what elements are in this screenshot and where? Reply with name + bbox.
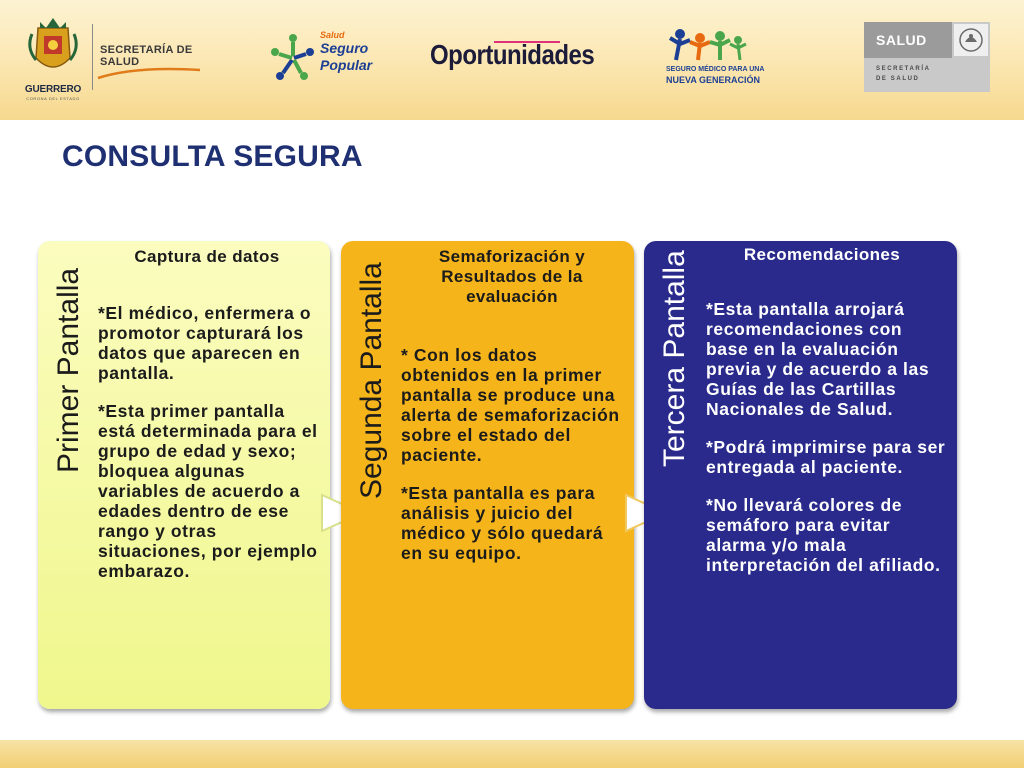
seguro-popular-line2: Seguro bbox=[320, 40, 369, 56]
seguro-popular-line3: Popular bbox=[320, 57, 373, 73]
secretaria-salud-logo bbox=[100, 44, 193, 68]
panel-paragraph: *No llevará colores de semáforo para evitar alarma y/o mala interpretación del afiliado. bbox=[706, 495, 941, 575]
panel-heading: Semaforización y Resultados de la evaluación bbox=[438, 247, 586, 306]
panel-paragraph: *Esta pantalla arrojará recomendaciones con base en la evaluación previa y de acuerdo a las Guías de las Cartillas Nacionales de Salud. bbox=[706, 299, 930, 419]
nueva-generacion-logo bbox=[664, 26, 794, 90]
panel-body bbox=[706, 299, 946, 593]
panel-tercera-pantalla bbox=[644, 241, 957, 709]
panel-paragraph: *Esta primer pantalla está determinada para el grupo de edad y sexo; bloquea algunas variables de acuerdo a edades dentro de ese rango y otras situaciones, por ejemplo embarazo. bbox=[98, 401, 318, 581]
panel-paragraph: *Podrá imprimirse para ser entregada al paciente. bbox=[706, 437, 946, 477]
people-pinwheel-icon bbox=[268, 30, 318, 86]
coat-of-arms-icon bbox=[18, 14, 88, 84]
secretaria-line1: SECRETARÍA DE bbox=[100, 44, 193, 56]
panel-body bbox=[401, 345, 627, 581]
panel-vertical-label: Tercera Pantalla bbox=[658, 250, 691, 467]
panel-heading: Recomendaciones bbox=[743, 245, 901, 264]
page-title: CONSULTA SEGURA bbox=[62, 140, 363, 173]
salud-logo bbox=[864, 22, 990, 92]
salud-logo-line2: DE SALUD bbox=[876, 76, 920, 82]
panel-paragraph: * Con los datos obtenidos en la primer pantalla se produce una alerta de semaforización sobre el estado del paciente. bbox=[401, 345, 620, 465]
nueva-generacion-line1: SEGURO MÉDICO PARA UNA bbox=[666, 66, 765, 73]
salud-logo-line1: SECRETARÍA bbox=[876, 66, 931, 72]
oportunidades-logo: Oportunidades bbox=[430, 40, 595, 72]
nueva-generacion-line2: NUEVA GENERACIÓN bbox=[666, 75, 761, 85]
panel-body bbox=[98, 303, 320, 599]
panel-vertical-label: Segunda Pantalla bbox=[355, 262, 388, 499]
seguro-popular-logo bbox=[268, 30, 378, 86]
panel-vertical-label: Primer Pantalla bbox=[52, 267, 85, 473]
panel-paragraph: *Esta pantalla es para análisis y juicio del médico y sólo quedará en su equipo. bbox=[401, 483, 604, 563]
children-icon bbox=[668, 26, 748, 64]
seguro-popular-line1: Salud bbox=[320, 30, 345, 40]
swoosh-icon bbox=[96, 64, 206, 82]
panel-segunda-pantalla bbox=[341, 241, 634, 709]
mexico-eagle-icon bbox=[954, 24, 988, 56]
footer-band bbox=[0, 740, 1024, 768]
guerrero-wordmark: GUERRERO bbox=[24, 84, 82, 95]
panel-primer-pantalla bbox=[38, 241, 330, 709]
logo-divider bbox=[92, 24, 93, 90]
guerrero-subtitle: CORONA DEL ESTADO bbox=[26, 96, 80, 101]
panel-paragraph: *El médico, enfermera o promotor capturará los datos que aparecen en pantalla. bbox=[98, 303, 312, 383]
salud-logo-title: SALUD bbox=[876, 32, 927, 48]
header-band bbox=[0, 0, 1024, 120]
guerrero-logo bbox=[18, 14, 88, 106]
secretaria-line2: SALUD bbox=[100, 56, 140, 68]
panel-heading: Captura de datos bbox=[134, 247, 280, 266]
